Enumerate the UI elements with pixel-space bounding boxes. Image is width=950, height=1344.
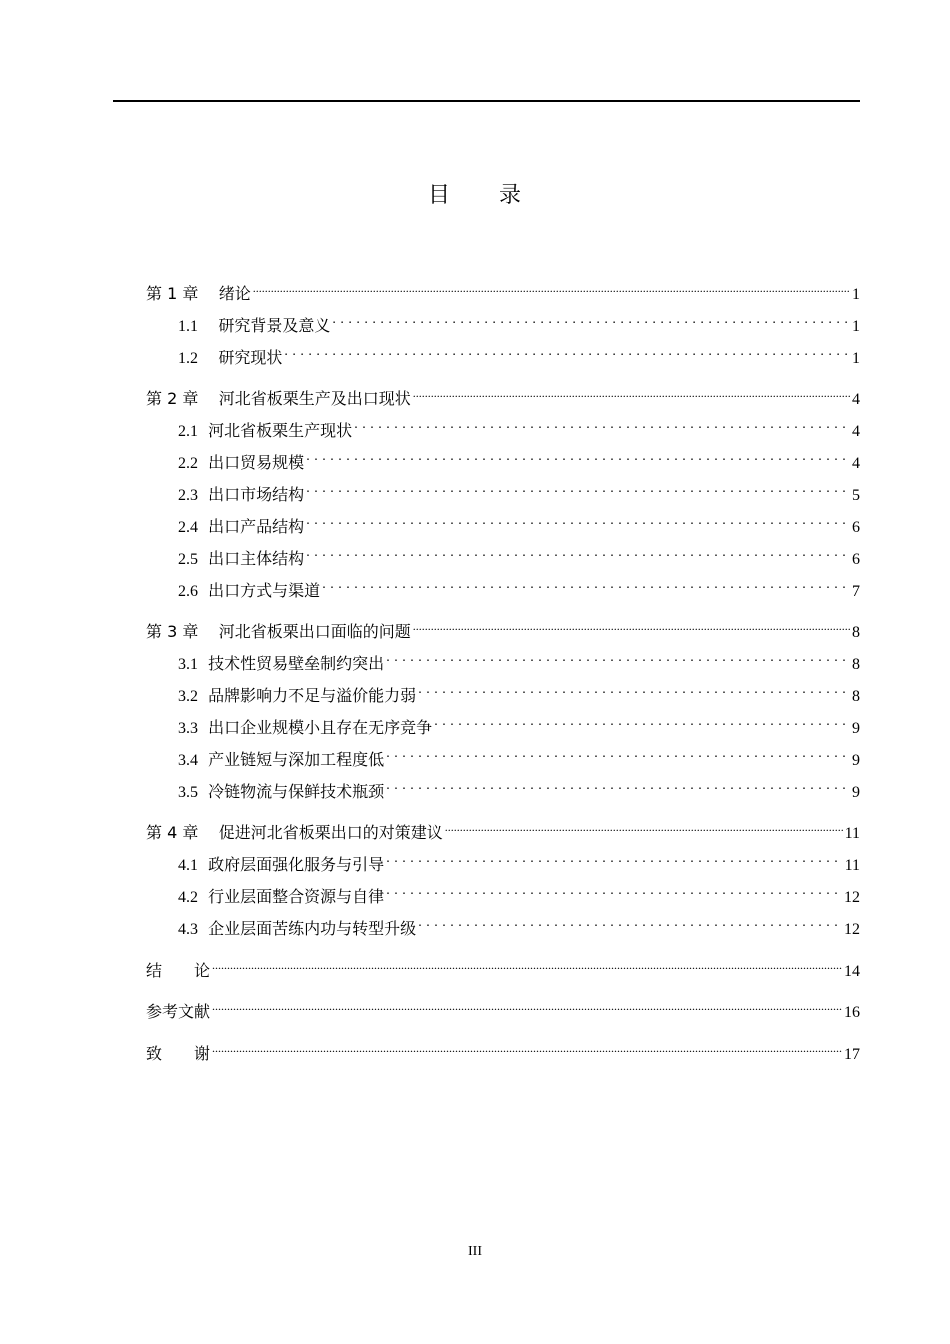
- toc-entry-number: 2.1: [178, 423, 198, 440]
- toc-entry-number: 第 3 章: [146, 622, 199, 641]
- toc-leader: [322, 578, 850, 596]
- toc-entry-number: 2.4: [178, 519, 198, 536]
- toc-entry-section-2-3[interactable]: [178, 482, 860, 507]
- toc-entry-section-3-1[interactable]: [178, 651, 860, 676]
- toc-leader: [386, 651, 850, 669]
- toc-entry-number: 4.2: [178, 889, 198, 906]
- toc-entry-number: 3.3: [178, 720, 198, 737]
- toc-page-number: 12: [844, 889, 860, 906]
- toc-leader: [386, 779, 850, 797]
- toc-page-number: 11: [844, 857, 860, 874]
- toc-page-number: 9: [852, 784, 860, 801]
- toc-entry-number: 2.6: [178, 583, 198, 600]
- toc-entry-text: 冷链物流与保鲜技术瓶颈: [208, 782, 385, 801]
- toc-leader: [306, 514, 850, 532]
- toc-page-number: 9: [852, 752, 860, 769]
- toc-page-number: 8: [852, 688, 860, 705]
- toc-entry-number: 1.2: [178, 350, 198, 367]
- toc-entry-text: 企业层面苦练内功与转型升级: [208, 919, 417, 938]
- page-number-footer: III: [468, 1244, 482, 1259]
- toc-page-number: 5: [852, 487, 860, 504]
- toc-entry-number: 第 4 章: [146, 823, 199, 842]
- toc-entry-section-1-1[interactable]: [178, 313, 860, 338]
- toc-entry-text: 技术性贸易壁垒制约突出: [208, 654, 385, 673]
- title-char-1: 目: [427, 183, 451, 208]
- toc-page-number: 14: [844, 963, 860, 980]
- toc-leader: [212, 958, 842, 976]
- toc-leader: [418, 916, 842, 934]
- toc-entry-section-4-1[interactable]: [178, 852, 860, 877]
- toc-leader: [212, 1041, 842, 1059]
- toc-entry-number: 2.3: [178, 487, 198, 504]
- toc-page-number: 1: [852, 350, 860, 367]
- toc-leader: [354, 418, 850, 436]
- toc-leader: [212, 999, 842, 1017]
- toc-entry-section-2-2[interactable]: [178, 450, 860, 475]
- toc-page-number: 1: [852, 318, 860, 335]
- toc-page-number: 6: [852, 551, 860, 568]
- toc-entry-text: 品牌影响力不足与溢价能力弱: [208, 686, 417, 705]
- toc-leader: [413, 619, 850, 637]
- toc-page-number: 17: [844, 1046, 860, 1063]
- toc-entry-text: 出口贸易规模: [208, 453, 305, 472]
- toc-entry-number: 4.3: [178, 921, 198, 938]
- toc-entry-text: 研究背景及意义: [218, 316, 331, 335]
- toc-entry-text: 结 论: [146, 961, 211, 980]
- toc-entry-text: 政府层面强化服务与引导: [208, 855, 385, 874]
- toc-leader: [386, 852, 842, 870]
- toc-page-number: 7: [852, 583, 860, 600]
- toc-entry-text: 致 谢: [146, 1044, 211, 1063]
- toc-leader: [306, 450, 850, 468]
- toc-entry-section-4-3[interactable]: [178, 916, 860, 941]
- toc-entry-section-2-4[interactable]: [178, 514, 860, 539]
- toc-entry-text: 出口方式与渠道: [208, 581, 321, 600]
- toc-leader: [386, 747, 850, 765]
- toc-entry-chapter-4[interactable]: [146, 820, 860, 845]
- toc-entry-number: 3.5: [178, 784, 198, 801]
- toc-leader: [306, 482, 850, 500]
- toc-entry-chapter-3[interactable]: [146, 619, 860, 644]
- toc-leader: [434, 715, 850, 733]
- toc-entry-section-2-5[interactable]: [178, 546, 860, 571]
- toc-page-number: 8: [852, 624, 860, 641]
- toc-leader: [413, 386, 850, 404]
- toc-entry-number: 2.2: [178, 455, 198, 472]
- toc-page-number: 11: [844, 825, 860, 842]
- toc-entry-text: 绪论: [218, 284, 251, 303]
- toc-entry-text: 出口市场结构: [208, 485, 305, 504]
- toc-entry-text: 研究现状: [218, 348, 283, 367]
- toc-entry-text: 河北省板栗生产现状: [208, 421, 353, 440]
- toc-leader: [284, 345, 850, 363]
- toc-page-number: 4: [852, 391, 860, 408]
- toc-entry-acknowledgements[interactable]: [146, 1041, 860, 1066]
- toc-entry-number: 1.1: [178, 318, 198, 335]
- toc-leader: [418, 683, 850, 701]
- title-char-2: 录: [499, 183, 523, 208]
- toc-page-number: 6: [852, 519, 860, 536]
- toc-entry-number: 4.1: [178, 857, 198, 874]
- toc-entry-section-3-2[interactable]: [178, 683, 860, 708]
- toc-entry-number: 3.2: [178, 688, 198, 705]
- toc-entry-section-2-6[interactable]: [178, 578, 860, 603]
- toc-entry-chapter-2[interactable]: [146, 386, 860, 411]
- toc-entry-number: 第 2 章: [146, 389, 199, 408]
- toc-leader: [253, 281, 850, 299]
- toc-entry-text: 产业链短与深加工程度低: [208, 750, 385, 769]
- toc-entry-number: 第 1 章: [146, 284, 199, 303]
- toc-entry-section-4-2[interactable]: [178, 884, 860, 909]
- toc-leader: [445, 820, 843, 838]
- toc-leader: [306, 546, 850, 564]
- toc-entry-text: 促进河北省板栗出口的对策建议: [218, 823, 443, 842]
- toc-leader: [386, 884, 842, 902]
- toc-entry-text: 行业层面整合资源与自律: [208, 887, 385, 906]
- toc-entry-text: 出口主体结构: [208, 549, 305, 568]
- toc-leader: [332, 313, 850, 331]
- toc-page-number: 16: [844, 1004, 860, 1021]
- toc-entry-number: 2.5: [178, 551, 198, 568]
- toc-entry-conclusion[interactable]: [146, 958, 860, 983]
- toc-entry-text: 出口产品结构: [208, 517, 305, 536]
- toc-entry-text: 河北省板栗生产及出口现状: [218, 389, 411, 408]
- toc-entry-chapter-1[interactable]: [146, 281, 860, 306]
- toc-entry-section-2-1[interactable]: [178, 418, 860, 443]
- toc-page-number: 9: [852, 720, 860, 737]
- toc-page-number: 8: [852, 656, 860, 673]
- toc-page-number: 1: [852, 286, 860, 303]
- toc-entry-section-3-5[interactable]: [178, 779, 860, 804]
- toc-page-number: 12: [844, 921, 860, 938]
- toc-entry-references[interactable]: [146, 999, 860, 1024]
- toc-entry-number: 3.4: [178, 752, 198, 769]
- toc-entry-section-3-4[interactable]: [178, 747, 860, 772]
- toc-page-number: 4: [852, 423, 860, 440]
- toc-entry-text: 参考文献: [146, 1002, 211, 1021]
- toc-entry-section-1-2[interactable]: [178, 345, 860, 370]
- toc-entry-text: 出口企业规模小且存在无序竞争: [208, 718, 433, 737]
- toc-page-number: 4: [852, 455, 860, 472]
- toc-entry-text: 河北省板栗出口面临的问题: [218, 622, 411, 641]
- toc-entry-number: 3.1: [178, 656, 198, 673]
- toc-entry-section-3-3[interactable]: [178, 715, 860, 740]
